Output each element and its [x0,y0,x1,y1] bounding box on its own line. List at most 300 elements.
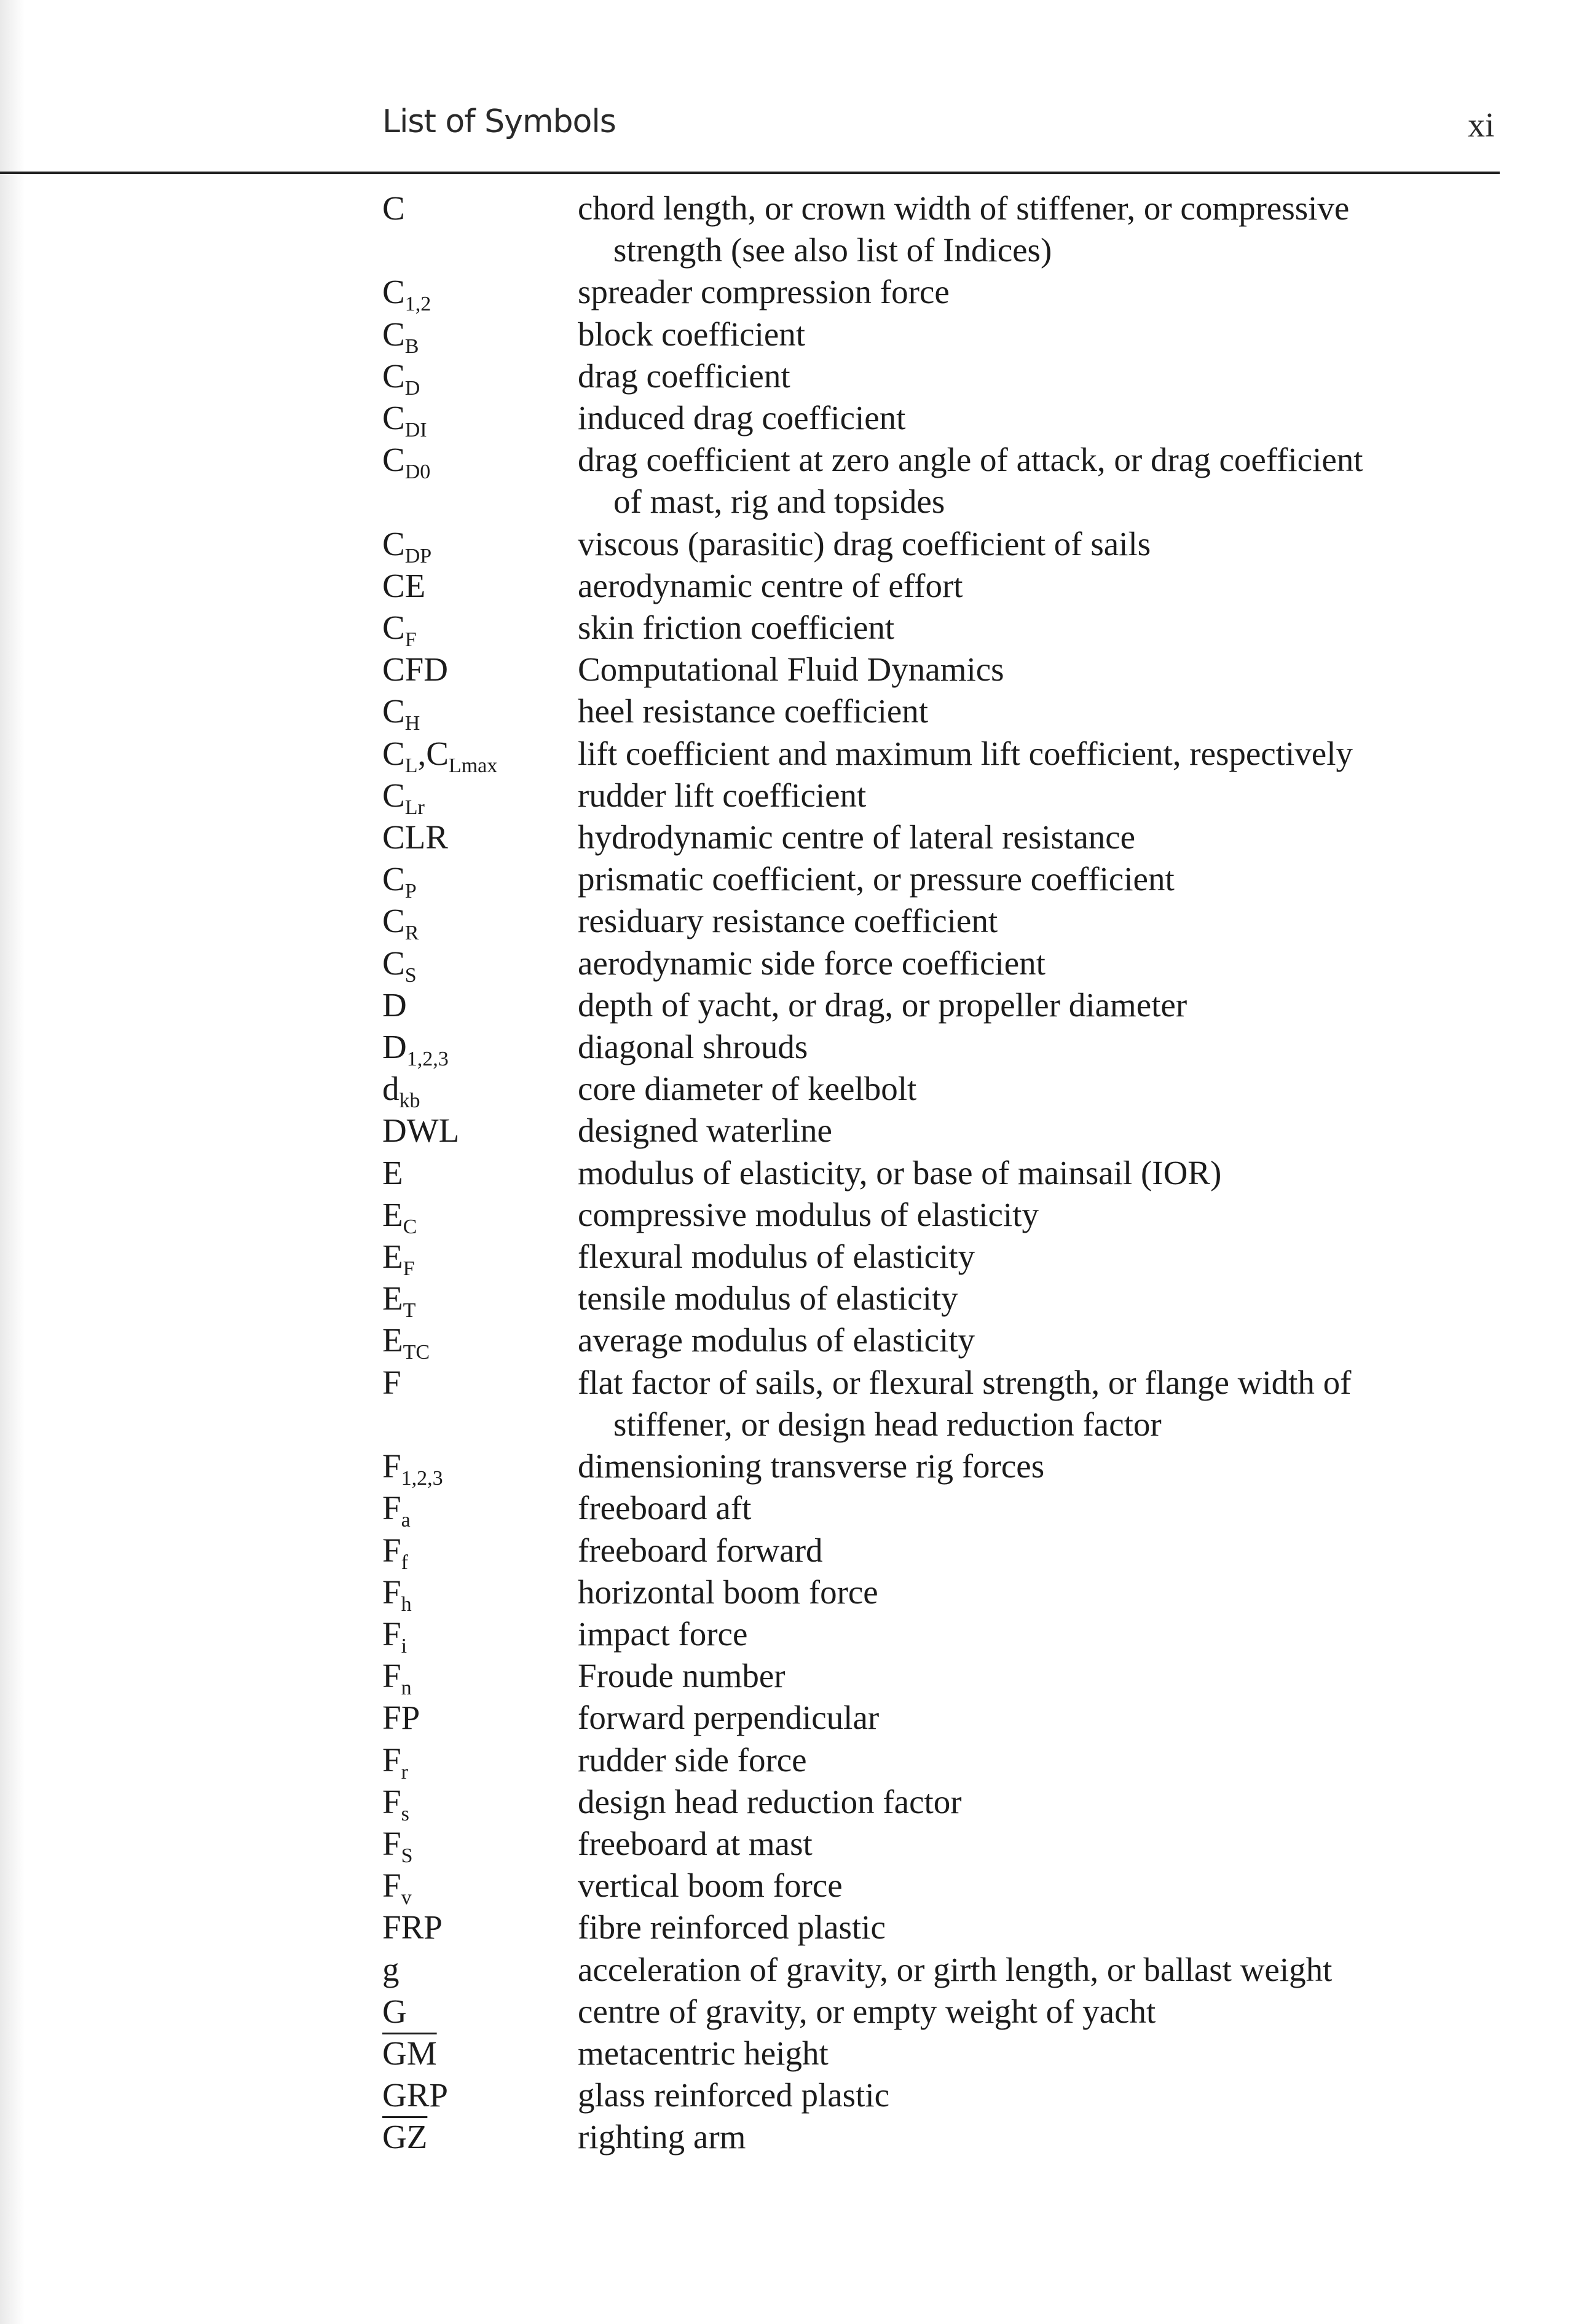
symbol-entry [0,1445,1595,1490]
symbol-base [382,1531,408,1574]
symbol-subscript: kb [399,1089,420,1113]
description-line: vertical boom force [578,1867,843,1905]
symbol-subscript: F [403,1257,415,1281]
symbol-base [382,776,425,819]
symbol-entry [0,733,1595,775]
description-line: flat factor of sails, or flexural strength, or flange width of [578,1363,1352,1401]
symbol-description [578,1613,1500,1655]
symbol-base [382,1364,401,1401]
symbol-description [578,1571,1500,1613]
symbol-main: F [382,1363,401,1401]
description-line: skin friction coefficient [578,609,895,647]
description-line: aerodynamic side force coefficient [578,944,1046,982]
symbol-main: E [382,1321,403,1359]
symbol-entry [0,565,1595,607]
symbol-main: CLR [382,818,448,856]
description-line: tensile modulus of elasticity [578,1279,958,1318]
symbol-entry [0,1530,1595,1574]
symbol-base [382,1070,420,1113]
description-line: acceleration of gravity, or girth length, or ballast weight [578,1950,1333,1988]
symbol-base [382,1112,459,1149]
symbol-subscript: n [401,1677,412,1700]
symbol-entry [0,1026,1595,1071]
symbol-second-subscript: Lmax [448,754,498,777]
symbol-main: F [382,1447,401,1485]
symbol-base [382,2076,448,2114]
symbol-description [578,1152,1500,1194]
description-line: block coefficient [578,315,806,353]
symbol-main: FRP [382,1908,443,1947]
symbol [382,1487,578,1532]
symbol-entry [0,1068,1595,1113]
symbol-description [578,607,1500,649]
symbol-base [382,1573,412,1616]
symbol-main: C [382,734,405,772]
symbol-entry [0,1865,1595,1910]
symbol-base [382,399,427,442]
symbol-subscript: P [404,880,417,903]
symbol-main: C [382,902,405,940]
symbol-base [382,1699,420,1736]
symbol-entry [0,1236,1595,1281]
description-line: rudder lift coefficient [578,776,867,814]
symbol-description [578,565,1500,607]
symbol [382,314,578,358]
symbol-base [382,986,407,1024]
symbol [382,1530,578,1574]
symbol-base [382,2118,427,2156]
symbol [382,2116,578,2158]
symbol-main: C [382,860,405,898]
symbol-base [382,1782,409,1825]
description-continuation-line: stiffener, or design head reduction factor [613,1405,1162,1443]
symbol [382,1697,578,1739]
symbol-description [578,397,1500,439]
symbol [382,1739,578,1784]
description-line: residuary resistance coefficient [578,902,998,940]
symbol [382,1949,578,1991]
symbol [382,1445,578,1490]
symbol-main: C [382,315,405,353]
symbol-entry [0,1823,1595,1865]
symbol-entry [0,816,1595,858]
symbol-base [382,189,405,227]
symbol-entry [0,355,1595,400]
symbol-base [382,1447,443,1490]
description-line: heel resistance coefficient [578,692,929,730]
description-line: rudder side force [578,1741,807,1779]
symbol-main: F [382,1782,401,1820]
description-line: chord length, or crown width of stiffener, or compressive [578,189,1350,227]
symbol [382,2033,578,2074]
symbol-main: C [382,776,405,814]
symbol-main: E [382,1238,403,1276]
description-line: Froude number [578,1657,786,1695]
symbol-description [578,271,1500,313]
description-line: prismatic coefficient, or pressure coefficient [578,860,1175,898]
symbol [382,1152,578,1194]
symbol-subscript: r [401,1760,408,1784]
symbol-subscript: a [401,1509,411,1532]
symbol-entry [0,1949,1595,1991]
symbol-main: E [382,1195,403,1233]
symbol [382,816,578,858]
symbol-second: ,C [417,734,449,772]
symbol-description [578,523,1500,565]
symbol-base [382,1908,443,1946]
symbol-main: G [382,1992,407,2030]
symbol-base [382,1154,403,1192]
symbol-main: d [382,1070,400,1108]
description-line: induced drag coefficient [578,399,906,437]
symbol-description [578,1194,1500,1236]
symbol [382,943,578,987]
symbol-description [578,1781,1500,1823]
symbol-main: F [382,1824,401,1862]
description-line: flexural modulus of elasticity [578,1238,975,1276]
symbol-main: C [382,357,405,395]
symbol-subscript: S [401,1844,413,1867]
symbol-description [578,2074,1500,2116]
symbol-entry [0,1278,1595,1322]
symbol-entry [0,2116,1595,2158]
symbol-base [382,357,420,400]
description-line: horizontal boom force [578,1573,878,1611]
symbol-main: C [382,692,405,730]
symbol-entry [0,943,1595,987]
symbol-entry [0,1152,1595,1194]
symbol-base [382,818,448,856]
description-line: diagonal shrouds [578,1028,808,1066]
symbol-main: D [382,986,407,1024]
symbol-entry [0,2074,1595,2116]
symbol-entry [0,1655,1595,1700]
description-continuation-line: of mast, rig and topsides [613,483,945,521]
symbol-description [578,1823,1500,1865]
symbol-subscript: v [401,1886,412,1910]
symbol-description [578,1907,1500,1948]
symbol-base [382,1321,430,1364]
symbol [382,858,578,903]
description-line: metacentric height [578,2034,829,2072]
symbol-entry [0,1487,1595,1532]
symbol-entry [0,1110,1595,1152]
description-line: average modulus of elasticity [578,1321,975,1359]
running-head-title: List of Symbols [382,103,616,140]
symbol [382,1865,578,1910]
symbol-description [578,1739,1500,1781]
symbol-description [578,1991,1500,2033]
symbol-base [382,1028,449,1071]
symbol [382,1571,578,1616]
symbol-entry [0,607,1595,652]
symbol-main: GRP [382,2076,448,2114]
page-number: xi [1468,106,1495,144]
symbol-base [382,567,425,604]
symbol-entry [0,439,1595,523]
symbol [382,1068,578,1113]
description-line: design head reduction factor [578,1782,962,1820]
symbol [382,607,578,652]
description-line: forward perpendicular [578,1699,880,1737]
symbol-base [382,902,419,945]
symbol-entry [0,775,1595,819]
symbol-base [382,944,417,987]
symbol-entry [0,1194,1595,1236]
symbol [382,2074,578,2116]
symbol [382,1319,578,1364]
symbol-main: C [382,189,405,227]
symbol-description [578,858,1500,900]
symbol-base [382,273,431,316]
symbol-subscript: s [401,1802,409,1825]
symbol-subscript: DP [404,544,432,567]
symbol-main: CE [382,566,426,604]
symbol-main: C [382,609,405,647]
symbol-list [0,188,1595,2159]
symbol-main: C [382,273,405,311]
description-line: drag coefficient at zero angle of attack, or drag coefficient [578,441,1363,479]
description-continuation-line: strength (see also list of Indices) [613,231,1052,269]
symbol [382,1194,578,1236]
symbol-entry [0,1991,1595,2033]
symbol-description [578,355,1500,397]
symbol-main: C [382,524,405,563]
symbol-main: CFD [382,650,448,689]
symbol-main: F [382,1573,401,1611]
symbol-entry [0,1739,1595,1784]
symbol-entry [0,523,1595,565]
symbol-main: D [382,1028,407,1066]
symbol [382,1655,578,1700]
symbol-description [578,1026,1500,1068]
symbol-subscript: S [404,963,417,987]
symbol [382,1110,578,1152]
symbol-description [578,816,1500,858]
description-line: centre of gravity, or empty weight of yacht [578,1992,1156,2030]
symbol-entry [0,397,1595,442]
symbol-subscript: h [401,1592,412,1616]
symbol-entry [0,314,1595,358]
symbol-base [382,1279,416,1322]
symbol-entry [0,984,1595,1026]
symbol-base [382,1867,412,1910]
symbol-main: g [382,1950,400,1988]
symbol-main: F [382,1615,401,1653]
symbol-base [382,1824,413,1867]
description-line: freeboard aft [578,1489,752,1527]
description-line: aerodynamic centre of effort [578,566,963,604]
symbol-subscript: TC [403,1341,430,1364]
symbol-base [382,734,498,777]
symbol-main: C [382,441,405,479]
symbol [382,1991,578,2033]
symbol [382,1026,578,1071]
description-line: depth of yacht, or drag, or propeller diameter [578,986,1187,1024]
symbol-entry [0,858,1595,903]
symbol [382,649,578,690]
symbol [382,1823,578,1865]
symbol-subscript: D [404,376,420,400]
symbol-description [578,1655,1500,1697]
description-line: drag coefficient [578,357,790,395]
symbol-main: E [382,1153,403,1192]
symbol-description [578,1236,1500,1278]
symbol [382,439,578,484]
symbol-description [578,188,1500,271]
symbol-entry [0,1613,1595,1658]
symbol-subscript: Lr [404,796,425,819]
description-line: Computational Fluid Dynamics [578,650,1004,689]
symbol-subscript: 1,2,3 [406,1048,449,1071]
symbol-subscript: 1,2 [404,293,431,316]
symbol-subscript: C [403,1215,417,1238]
symbol [382,523,578,565]
symbol [382,565,578,607]
symbol-description [578,1278,1500,1319]
symbol [382,690,578,735]
symbol-base [382,315,419,358]
symbol-entry [0,1362,1595,1445]
symbol-description [578,2033,1500,2074]
symbol [382,271,578,316]
symbol-description [578,1487,1500,1529]
symbol-description [578,1530,1500,1571]
symbol-base [382,1238,415,1281]
symbol-base [382,1741,408,1784]
symbol-description [578,439,1500,523]
symbol-description [578,1319,1500,1361]
symbol-base [382,1489,411,1532]
symbol-subscript: F [404,628,417,652]
symbol-main: GZ [382,2118,428,2156]
symbol-description [578,1949,1500,1991]
description-line: core diameter of keelbolt [578,1070,917,1108]
symbol-description [578,1362,1500,1445]
symbol-entry [0,649,1595,690]
symbol [382,1362,578,1404]
symbol-base [382,692,420,735]
symbol [382,1613,578,1658]
symbol-entry [0,1319,1595,1364]
symbol-main: F [382,1657,401,1695]
description-line: spreader compression force [578,273,950,311]
symbol [382,188,578,229]
description-line: dimensioning transverse rig forces [578,1447,1045,1485]
symbol-entry [0,1571,1595,1616]
symbol-subscript: 1,2,3 [401,1467,443,1490]
symbol-description [578,943,1500,984]
description-line: righting arm [578,2118,746,2156]
symbol-subscript: R [404,922,419,945]
symbol-description [578,1445,1500,1487]
symbol-subscript: D0 [404,460,431,484]
symbol-description [578,649,1500,690]
symbol-main: F [382,1741,401,1779]
symbol-subscript: L [404,754,418,777]
symbol-entry [0,1907,1595,1948]
symbol-base [382,1951,400,1988]
symbol-description [578,1068,1500,1110]
description-line: modulus of elasticity, or base of mainsail (IOR) [578,1153,1222,1192]
symbol-description [578,690,1500,732]
symbol-base [382,524,432,567]
symbol-description [578,2116,1500,2158]
header-rule [0,172,1500,174]
symbol [382,1907,578,1948]
symbol-description [578,1865,1500,1907]
description-line: freeboard at mast [578,1824,813,1862]
symbol [382,1278,578,1322]
symbol-description [578,984,1500,1026]
symbol-description [578,733,1500,775]
symbol-entry [0,188,1595,271]
symbol-entry [0,271,1595,316]
symbol-subscript: f [401,1551,408,1574]
description-line: designed waterline [578,1112,832,1150]
symbol-description [578,314,1500,355]
symbol-entry [0,1781,1595,1823]
symbol-description [578,1110,1500,1152]
symbol-main: F [382,1489,401,1527]
symbol [382,397,578,442]
symbol-description [578,775,1500,816]
symbol [382,1236,578,1281]
description-line: freeboard forward [578,1531,823,1569]
description-line: fibre reinforced plastic [578,1908,886,1947]
symbol-base [382,650,448,688]
description-line: hydrodynamic centre of lateral resistance [578,818,1136,856]
symbol-description [578,1697,1500,1739]
symbol [382,900,578,945]
symbol-subscript: DI [404,419,427,442]
symbol-entry [0,1697,1595,1739]
symbol-subscript: B [404,334,419,358]
description-line: glass reinforced plastic [578,2076,890,2114]
symbol-base [382,2034,437,2072]
description-line: impact force [578,1615,748,1653]
symbol-description [578,900,1500,942]
symbol-subscript: H [404,712,420,735]
symbol-subscript: T [403,1299,416,1322]
symbol [382,984,578,1026]
symbol-base [382,1195,417,1238]
description-line: compressive modulus of elasticity [578,1195,1039,1233]
symbol [382,355,578,400]
symbol-base [382,609,417,652]
symbol-entry [0,2033,1595,2074]
symbol [382,733,578,775]
symbol-main: DWL [382,1112,460,1150]
symbol-main: C [382,944,405,982]
symbol-base [382,1615,408,1658]
symbol-main: C [382,399,405,437]
symbol-main: F [382,1531,401,1569]
symbol-subscript: i [401,1634,408,1658]
symbol-base [382,1657,412,1700]
symbol-main: F [382,1867,401,1905]
symbol-entry [0,900,1595,945]
symbol-base [382,860,417,903]
symbol [382,1781,578,1823]
symbol-main: GM [382,2034,437,2072]
description-line: lift coefficient and maximum lift coefficient, respectively [578,734,1353,772]
symbol-main: E [382,1279,403,1318]
symbol-base [382,1993,407,2030]
symbol-entry [0,690,1595,735]
symbol-base [382,441,431,484]
symbol [382,775,578,819]
